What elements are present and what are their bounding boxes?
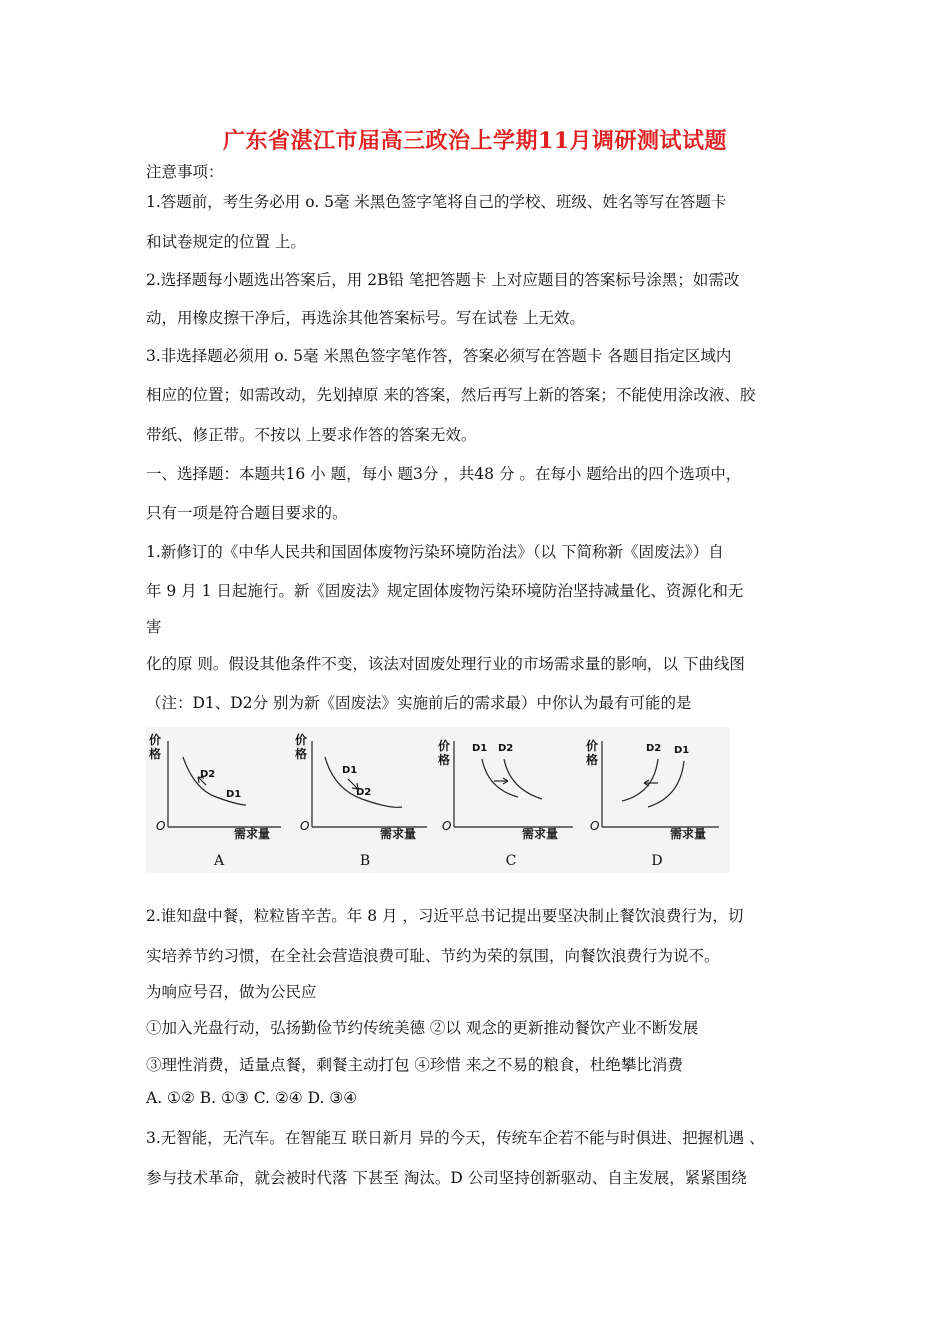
text-line: 只有一项是符合题目要求的。 bbox=[146, 504, 348, 522]
graph-a-x-label: 需求量 bbox=[234, 827, 271, 841]
text-line: 和试卷规定的位置 上。 bbox=[146, 233, 306, 251]
graph-d-x-label: 需求量 bbox=[670, 827, 707, 841]
text-line: 2.选择题每小题选出答案后，用 2B铅 笔把答题卡 上对应题目的答案标号涂黑；如需改 bbox=[146, 271, 740, 289]
graph-a-d2: D2 bbox=[200, 769, 216, 780]
demand-curve-figures bbox=[146, 727, 730, 873]
graph-b-plot bbox=[292, 727, 438, 873]
text-line: ①加入光盘行动，弘扬勤俭节约传统美德 ②以 观念的更新推动餐饮产业不断发展 bbox=[146, 1019, 699, 1037]
graph-a-d1: D1 bbox=[226, 789, 242, 800]
text-line: A. ①② B. ①③ C. ②④ D. ③④ bbox=[146, 1089, 358, 1107]
graph-d-d1: D1 bbox=[674, 745, 690, 756]
graph-a-letter: A bbox=[213, 853, 225, 869]
text-line: ③理性消费，适量点餐，剩餐主动打包 ④珍惜 来之不易的粮食，杜绝攀比消费 bbox=[146, 1056, 683, 1074]
text-line: 2.谁知盘中餐，粒粒皆辛苦。年 8 月 ，习近平总书记提出要坚决制止餐饮浪费行为，切 bbox=[146, 907, 744, 925]
graph-c-letter: C bbox=[505, 853, 517, 869]
text-line: 动，用橡皮擦干净后，再选涂其他答案标号。写在试卷 上无效。 bbox=[146, 309, 585, 327]
graph-c-d1: D1 bbox=[472, 743, 488, 754]
graph-d-d2: D2 bbox=[646, 743, 662, 754]
graph-c-origin: O bbox=[442, 819, 452, 833]
graph-b bbox=[292, 727, 438, 873]
graph-a bbox=[146, 727, 292, 873]
graph-b-origin: O bbox=[300, 819, 310, 833]
document-title: 广东省湛江市届高三政治上学期11月调研测试试题 bbox=[222, 128, 728, 154]
graph-b-d2: D2 bbox=[356, 787, 372, 798]
graph-b-d1: D1 bbox=[342, 765, 358, 776]
graph-b-letter: B bbox=[359, 853, 371, 869]
graph-d-origin: O bbox=[590, 819, 600, 833]
text-line: 实培养节约习惯，在全社会营造浪费可耻、节约为荣的氛围，向餐饮浪费行为说不。 bbox=[146, 947, 720, 965]
text-line: 参与技术革命，就会被时代落 下甚至 淘汰。D 公司坚持创新驱动、自主发展，紧紧围绕 bbox=[146, 1169, 747, 1187]
text-line: 注意事项： bbox=[146, 163, 224, 181]
text-line: 3.非选择题必须用 o. 5毫 米黑色签字笔作答，答案必须写在答题卡 各题目指定区域内 bbox=[146, 347, 732, 365]
text-line: 3.无智能，无汽车。在智能互 联日新月 异的今天，传统车企若不能与时俱进、把握机遇 、 bbox=[146, 1129, 765, 1147]
graph-b-x-label: 需求量 bbox=[380, 827, 417, 841]
text-line: 一、选择题：本题共16 小 题，每小 题3分 ，共48 分 。在每小 题给出的四个选项中， bbox=[146, 465, 742, 483]
graph-c-y-label: 价 格 bbox=[438, 739, 451, 767]
text-line: 害 bbox=[146, 618, 162, 636]
graph-c-d2: D2 bbox=[498, 743, 514, 754]
graph-c bbox=[438, 727, 584, 873]
graph-a-origin: O bbox=[156, 819, 166, 833]
graph-c-x-label: 需求量 bbox=[522, 827, 559, 841]
graph-a-y-label: 价 格 bbox=[149, 733, 162, 761]
graph-a-plot bbox=[146, 727, 292, 873]
text-line: 为响应号召，做为公民应 bbox=[146, 983, 317, 1001]
graph-d bbox=[584, 727, 730, 873]
text-line: 化的原 则。假设其他条件不变，该法对固废处理行业的市场需求量的影响，以 下曲线图 bbox=[146, 655, 745, 673]
text-line: 相应的位置；如需改动，先划掉原 来的答案，然后再写上新的答案；不能使用涂改液、胶 bbox=[146, 386, 756, 404]
graph-d-letter: D bbox=[651, 853, 663, 869]
text-line: 带纸、修正带。不按以 上要求作答的答案无效。 bbox=[146, 426, 477, 444]
text-line: 1.答题前，考生务必用 o. 5毫 米黑色签字笔将自己的学校、班级、姓名等写在答题卡 bbox=[146, 193, 727, 211]
graph-d-y-label: 价 格 bbox=[586, 739, 599, 767]
text-line: 1.新修订的《中华人民共和国固体废物污染环境防治法》（以 下简称新《固废法》）自 bbox=[146, 543, 724, 561]
text-line: 年 9 月 1 日起施行。新《固废法》规定固体废物污染环境防治坚持减量化、资源化和无 bbox=[146, 582, 744, 600]
text-line: （注：D1、D2分 别为新《固废法》实施前后的需求最）中你认为最有可能的是 bbox=[146, 694, 692, 712]
graph-b-y-label: 价 格 bbox=[295, 733, 308, 761]
